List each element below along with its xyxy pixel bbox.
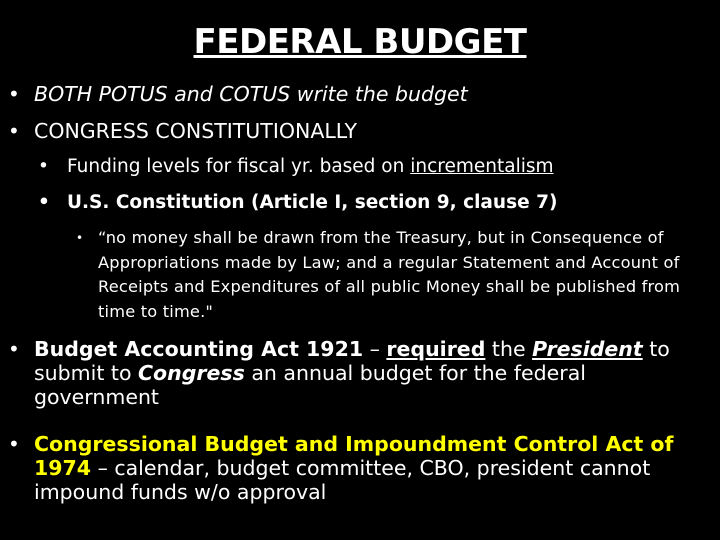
bullet-icon: • bbox=[38, 156, 49, 177]
bullet-item-4 bbox=[8, 432, 712, 504]
bullet-text: CONGRESS CONSTITUTIONALLY bbox=[34, 119, 358, 143]
impoundment-act: Congressional Budget and Impoundment Control Act of 1974 bbox=[34, 432, 674, 480]
incrementalism-link[interactable]: incrementalism bbox=[410, 156, 554, 177]
sub-bullet-constitution bbox=[28, 191, 708, 215]
bullet-icon: • bbox=[8, 119, 20, 143]
sub-bullet-incrementalism bbox=[28, 155, 708, 179]
budget-accounting-act: Budget Accounting Act 1921 bbox=[34, 337, 364, 361]
president-word: President bbox=[532, 337, 643, 361]
bullet-item-1 bbox=[8, 82, 712, 106]
bullet-icon: • bbox=[8, 82, 20, 106]
slide-title: FEDERAL BUDGET bbox=[193, 22, 527, 62]
text-the: the bbox=[485, 337, 533, 361]
bullet-text: BOTH POTUS and COTUS write the budget bbox=[34, 82, 468, 106]
bullet-text bbox=[67, 155, 708, 179]
bullet-text: U.S. Constitution (Article I, section 9, clause 7) bbox=[67, 192, 558, 213]
bullet-icon: • bbox=[8, 432, 20, 456]
text-to-submit: to submit to bbox=[34, 337, 670, 385]
bullet-text bbox=[34, 432, 712, 504]
required-word: required bbox=[386, 337, 486, 361]
bullet-icon: • bbox=[38, 192, 50, 213]
bullet-icon: • bbox=[76, 231, 84, 245]
bullet-text bbox=[34, 337, 712, 409]
quote-text: “no money shall be drawn from the Treasury, but in Consequence of Appropriations made by Law; and a regular Statement and Account of Receipts and Expenditures of all public Money shall be published from time to time." bbox=[98, 228, 681, 321]
bullet-item-3 bbox=[8, 337, 712, 409]
text-rest: – calendar, budget committee, CBO, president cannot impound funds w/o approval bbox=[34, 456, 651, 504]
bullet-text-pre: Funding levels for fiscal yr. based on bbox=[67, 156, 411, 177]
dash: – bbox=[363, 337, 387, 361]
bullet-item-2 bbox=[8, 119, 712, 143]
bullet-icon: • bbox=[8, 337, 20, 361]
sub-sub-bullet-quote bbox=[60, 226, 700, 324]
text-rest: an annual budget for the federal government bbox=[34, 361, 586, 409]
congress-word: Congress bbox=[138, 361, 245, 385]
